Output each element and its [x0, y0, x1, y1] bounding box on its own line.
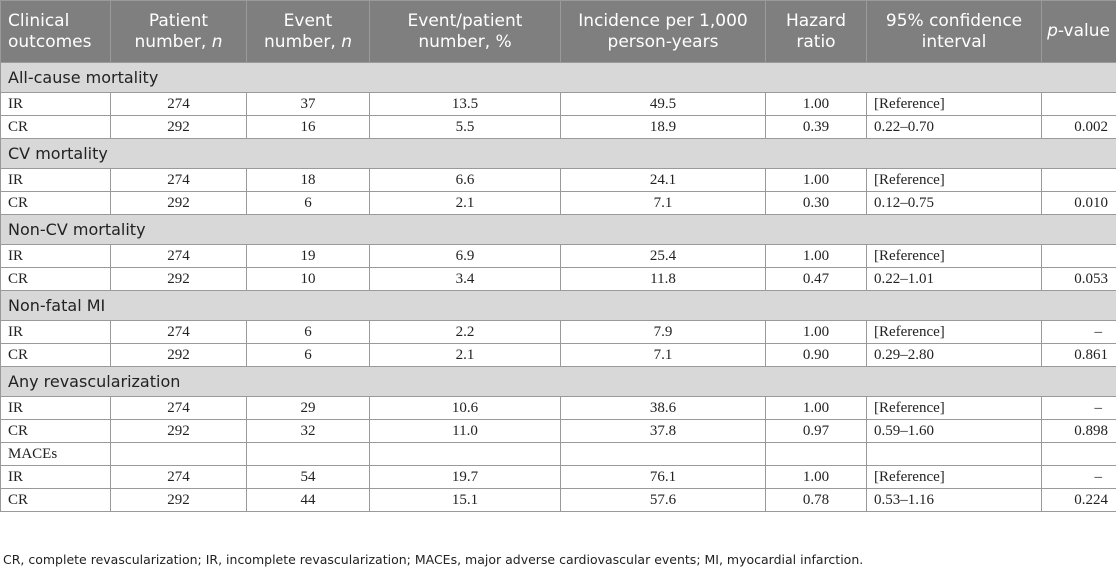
cell-confidence-interval: 0.29–2.80 — [867, 344, 1042, 367]
cell-group: IR — [1, 169, 111, 192]
cell-event-number: 6 — [247, 344, 370, 367]
cell-p-value: 0.002 — [1042, 116, 1116, 139]
cell-incidence: 7.9 — [561, 321, 766, 344]
cell-hazard-ratio: 0.97 — [766, 420, 867, 443]
section-row — [1, 367, 1116, 397]
cell-event-number: 54 — [247, 466, 370, 489]
cell-event-number: 29 — [247, 397, 370, 420]
cell-group: CR — [1, 344, 111, 367]
cell-patient-number: 292 — [111, 489, 247, 512]
cell-confidence-interval: [Reference] — [867, 397, 1042, 420]
table-row — [1, 169, 1116, 192]
header-hazard-ratio: Hazard ratio — [766, 1, 867, 63]
cell-event-number: 10 — [247, 268, 370, 291]
section-row — [1, 443, 1116, 466]
cell-event-number: 16 — [247, 116, 370, 139]
table-body — [1, 63, 1116, 512]
cell-event-pct: 5.5 — [370, 116, 561, 139]
cell-hazard-ratio: 1.00 — [766, 466, 867, 489]
header-p-value: p-value — [1042, 1, 1116, 63]
section-title: Non-fatal MI — [1, 291, 1116, 321]
cell-hazard-ratio: 0.90 — [766, 344, 867, 367]
cell-incidence: 7.1 — [561, 192, 766, 215]
table-row — [1, 245, 1116, 268]
cell-group: CR — [1, 116, 111, 139]
cell-confidence-interval: 0.12–0.75 — [867, 192, 1042, 215]
cell-confidence-interval: 0.59–1.60 — [867, 420, 1042, 443]
section-row — [1, 63, 1116, 93]
cell-group: IR — [1, 93, 111, 116]
cell-confidence-interval: 0.22–0.70 — [867, 116, 1042, 139]
cell-p-value: – — [1042, 466, 1116, 489]
empty-cell — [766, 443, 867, 466]
cell-patient-number: 292 — [111, 192, 247, 215]
header-event-patient-pct: Event/patient number, % — [370, 1, 561, 63]
cell-confidence-interval: [Reference] — [867, 321, 1042, 344]
cell-patient-number: 274 — [111, 169, 247, 192]
cell-incidence: 37.8 — [561, 420, 766, 443]
cell-group: CR — [1, 268, 111, 291]
cell-patient-number: 292 — [111, 344, 247, 367]
table-row — [1, 321, 1116, 344]
table-row — [1, 466, 1116, 489]
cell-group: IR — [1, 397, 111, 420]
cell-hazard-ratio: 1.00 — [766, 169, 867, 192]
cell-patient-number: 274 — [111, 466, 247, 489]
cell-event-pct: 6.9 — [370, 245, 561, 268]
cell-p-value: 0.861 — [1042, 344, 1116, 367]
cell-confidence-interval: 0.53–1.16 — [867, 489, 1042, 512]
cell-incidence: 57.6 — [561, 489, 766, 512]
cell-hazard-ratio: 1.00 — [766, 321, 867, 344]
cell-hazard-ratio: 1.00 — [766, 245, 867, 268]
cell-p-value: – — [1042, 321, 1116, 344]
cell-incidence: 49.5 — [561, 93, 766, 116]
cell-hazard-ratio: 1.00 — [766, 93, 867, 116]
cell-confidence-interval: [Reference] — [867, 245, 1042, 268]
table-row — [1, 192, 1116, 215]
cell-patient-number: 274 — [111, 93, 247, 116]
empty-cell — [867, 443, 1042, 466]
cell-hazard-ratio: 0.30 — [766, 192, 867, 215]
cell-p-value: – — [1042, 397, 1116, 420]
table-row — [1, 93, 1116, 116]
table-row — [1, 116, 1116, 139]
cell-confidence-interval: [Reference] — [867, 169, 1042, 192]
cell-incidence: 18.9 — [561, 116, 766, 139]
cell-p-value: 0.224 — [1042, 489, 1116, 512]
table-row — [1, 344, 1116, 367]
cell-event-pct: 11.0 — [370, 420, 561, 443]
cell-event-pct: 2.2 — [370, 321, 561, 344]
cell-event-number: 6 — [247, 321, 370, 344]
table-footnote: CR, complete revascularization; IR, incomplete revascularization; MACEs, major adverse cardiovascular events; MI, myocardial infarction. — [3, 552, 864, 567]
cell-group: CR — [1, 420, 111, 443]
cell-event-pct: 10.6 — [370, 397, 561, 420]
cell-p-value: 0.053 — [1042, 268, 1116, 291]
cell-p-value: 0.010 — [1042, 192, 1116, 215]
cell-event-pct: 13.5 — [370, 93, 561, 116]
cell-patient-number: 274 — [111, 245, 247, 268]
cell-patient-number: 274 — [111, 321, 247, 344]
cell-event-pct: 15.1 — [370, 489, 561, 512]
cell-patient-number: 292 — [111, 268, 247, 291]
section-title: Any revascularization — [1, 367, 1116, 397]
cell-patient-number: 274 — [111, 397, 247, 420]
cell-event-number: 37 — [247, 93, 370, 116]
cell-p-value: 0.898 — [1042, 420, 1116, 443]
header-confidence-interval: 95% confidence interval — [867, 1, 1042, 63]
cell-incidence: 24.1 — [561, 169, 766, 192]
cell-event-number: 44 — [247, 489, 370, 512]
header-row — [1, 1, 1116, 63]
cell-hazard-ratio: 0.39 — [766, 116, 867, 139]
table-row — [1, 268, 1116, 291]
cell-event-pct: 3.4 — [370, 268, 561, 291]
cell-confidence-interval: [Reference] — [867, 466, 1042, 489]
cell-hazard-ratio: 1.00 — [766, 397, 867, 420]
cell-confidence-interval: 0.22–1.01 — [867, 268, 1042, 291]
cell-event-number: 18 — [247, 169, 370, 192]
cell-hazard-ratio: 0.47 — [766, 268, 867, 291]
cell-event-number: 19 — [247, 245, 370, 268]
table-row — [1, 420, 1116, 443]
empty-cell — [111, 443, 247, 466]
cell-patient-number: 292 — [111, 420, 247, 443]
table-row — [1, 397, 1116, 420]
cell-p-value — [1042, 93, 1116, 116]
section-title: Non-CV mortality — [1, 215, 1116, 245]
header-patient-number: Patient number, n — [111, 1, 247, 63]
cell-incidence: 76.1 — [561, 466, 766, 489]
cell-group: IR — [1, 321, 111, 344]
cell-group: CR — [1, 192, 111, 215]
cell-incidence: 7.1 — [561, 344, 766, 367]
cell-incidence: 11.8 — [561, 268, 766, 291]
cell-hazard-ratio: 0.78 — [766, 489, 867, 512]
section-row — [1, 139, 1116, 169]
table-row — [1, 489, 1116, 512]
cell-p-value — [1042, 245, 1116, 268]
section-row — [1, 291, 1116, 321]
empty-cell — [247, 443, 370, 466]
header-incidence: Incidence per 1,000 person-years — [561, 1, 766, 63]
cell-event-pct: 2.1 — [370, 344, 561, 367]
cell-event-number: 6 — [247, 192, 370, 215]
cell-confidence-interval: [Reference] — [867, 93, 1042, 116]
header-event-number: Event number, n — [247, 1, 370, 63]
section-title: CV mortality — [1, 139, 1116, 169]
section-title: MACEs — [1, 443, 111, 466]
section-title: All-cause mortality — [1, 63, 1116, 93]
cell-event-number: 32 — [247, 420, 370, 443]
cell-incidence: 38.6 — [561, 397, 766, 420]
section-row — [1, 215, 1116, 245]
header-clinical-outcomes: Clinical outcomes — [1, 1, 111, 63]
cell-incidence: 25.4 — [561, 245, 766, 268]
cell-group: IR — [1, 245, 111, 268]
cell-event-pct: 19.7 — [370, 466, 561, 489]
cell-p-value — [1042, 169, 1116, 192]
empty-cell — [561, 443, 766, 466]
empty-cell — [370, 443, 561, 466]
cell-patient-number: 292 — [111, 116, 247, 139]
cell-group: CR — [1, 489, 111, 512]
cell-group: IR — [1, 466, 111, 489]
cell-event-pct: 6.6 — [370, 169, 561, 192]
cell-event-pct: 2.1 — [370, 192, 561, 215]
empty-cell — [1042, 443, 1116, 466]
